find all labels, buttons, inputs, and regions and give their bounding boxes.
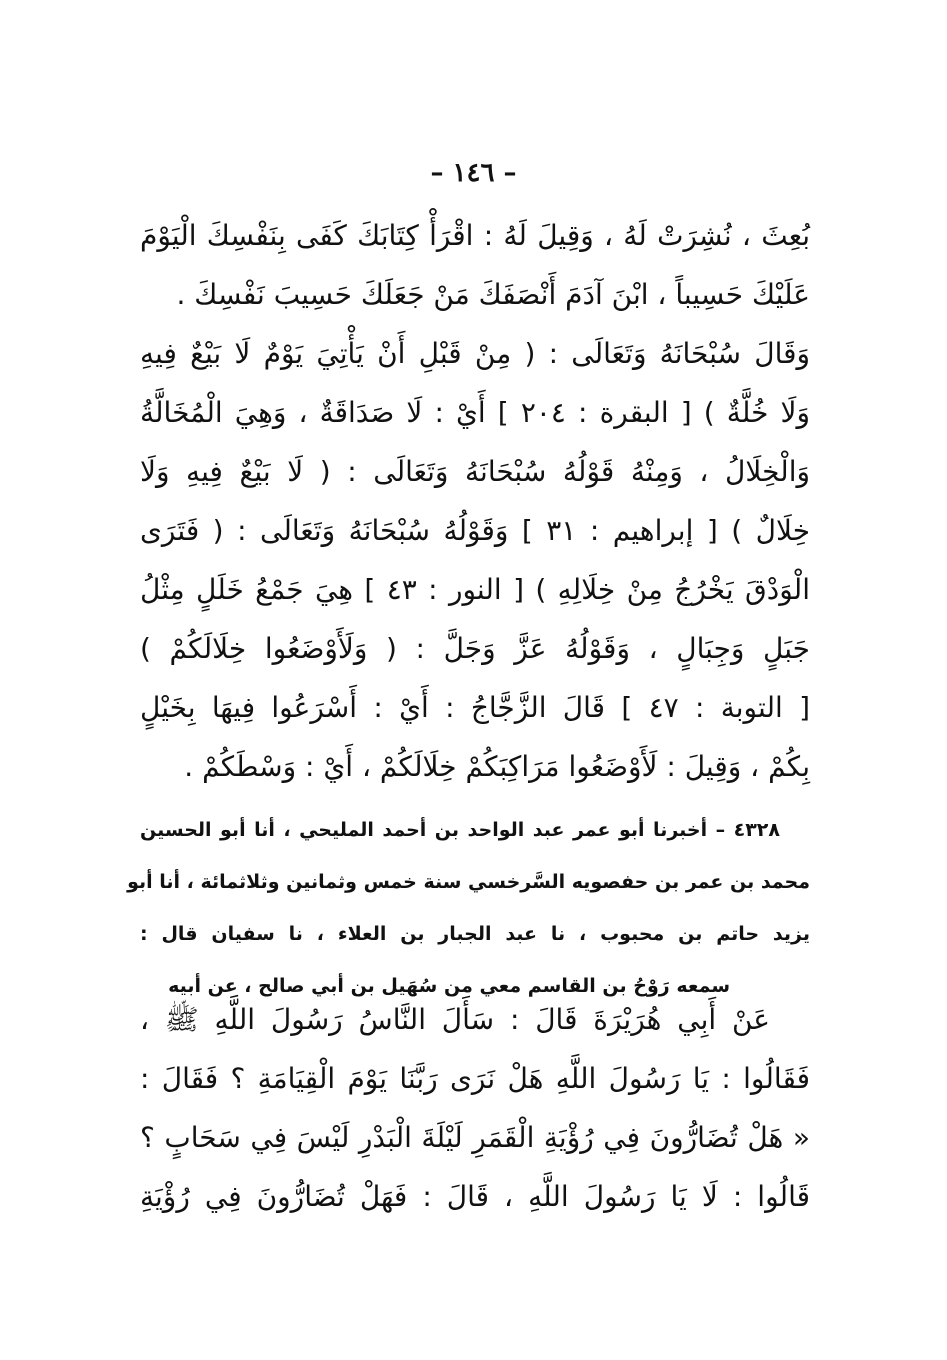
hadith-chain-line: ٤٣٢٨ – أخبرنا أبو عمر عبد الواحد بن أحمد المليحي ، أنا أبو الحسين	[140, 819, 780, 841]
text-line: عَنْ أَبِي هُرَيْرَةَ قَالَ : سَأَلَ النَّاسُ رَسُولَ اللَّهِ ﷺ ،	[140, 1003, 770, 1036]
text-line: بِكُمْ ، وَقِيلَ : لَأَوْضَعُوا مَرَاكِبَكُمْ خِلَالَكُمْ ، أَيْ : وَسْطَكُمْ .	[184, 750, 810, 783]
text-line: بُعِثَ ، نُشِرَتْ لَهُ ، وَقِيلَ لَهُ : اقْرَأْ كِتَابَكَ كَفَى بِنَفْسِكَ الْيَوْمَ	[140, 219, 810, 252]
text-line: قَالُوا : لَا يَا رَسُولَ اللَّهِ ، قَالَ : فَهَلْ تُضَارُّونَ فِي رُؤْيَةِ	[140, 1180, 810, 1213]
text-line: وَقَالَ سُبْحَانَهُ وَتَعَالَى : ( مِنْ قَبْلِ أَنْ يَأْتِيَ يَوْمٌ لَا بَيْعٌ فِيهِ	[140, 337, 810, 370]
hadith-chain-line: يزيد حاتم بن محبوب ، نا عبد الجبار بن العلاء ، نا سفيان قال :	[140, 923, 810, 945]
hadith-chain-line: محمد بن عمر بن حفصويه السَّرخسي سنة خمس وثمانين وثلاثمائة ، أنا أبو	[127, 871, 810, 893]
text-line: وَلَا خُلَّةٌ ) [ البقرة : ٢٠٤ ] أَيْ : لَا صَدَاقَةٌ ، وَهِيَ الْمُخَالَّةُ	[140, 396, 810, 429]
text-line: جَبَلٍ وَجِبَالٍ ، وَقَوْلُهُ عَزَّ وَجَلَّ : ( وَلَأَوْضَعُوا خِلَالَكُمْ )	[140, 632, 810, 665]
text-line: فَقَالُوا : يَا رَسُولَ اللَّهِ هَلْ نَرَى رَبَّنَا يَوْمَ الْقِيَامَةِ ؟ فَقَالَ :	[140, 1062, 810, 1095]
hadith-chain-line: سمعه رَوْحُ بن القاسم معي من سُهَيل بن أبي صالح ، عن أبيه	[168, 975, 730, 997]
text-line: خِلَالٌ ) [ إبراهيم : ٣١ ] وَقَوْلُهُ سُبْحَانَهُ وَتَعَالَى : ( فَتَرَى	[140, 514, 811, 547]
text-line: الْوَدْقَ يَخْرُجُ مِنْ خِلَالِهِ ) [ النور : ٤٣ ] هِيَ جَمْعُ خَلَلٍ مِثْلُ	[140, 573, 810, 606]
text-line: [ التوبة : ٤٧ ] قَالَ الزَّجَّاجُ : أَيْ : أَسْرَعُوا فِيهَا بِخَيْلٍ	[140, 691, 810, 724]
text-line: « هَلْ تُضَارُّونَ فِي رُؤْيَةِ الْقَمَرِ لَيْلَةَ الْبَدْرِ لَيْسَ فِي سَحَابٍ ؟	[140, 1121, 810, 1154]
hadith-text	[140, 990, 810, 1226]
text-line: وَالْخِلَالُ ، وَمِنْهُ قَوْلُهُ سُبْحَانَهُ وَتَعَالَى : ( لَا بَيْعٌ فِيهِ وَلَا	[140, 455, 810, 488]
page-number: – ١٤٦ –	[430, 158, 517, 188]
hadith-chain	[127, 804, 810, 1012]
text-line: عَلَيْكَ حَسِيباً ، ابْنَ آدَمَ أَنْصَفَكَ مَنْ جَعَلَكَ حَسِيبَ نَفْسِكَ .	[176, 278, 810, 311]
commentary-section	[140, 206, 810, 796]
